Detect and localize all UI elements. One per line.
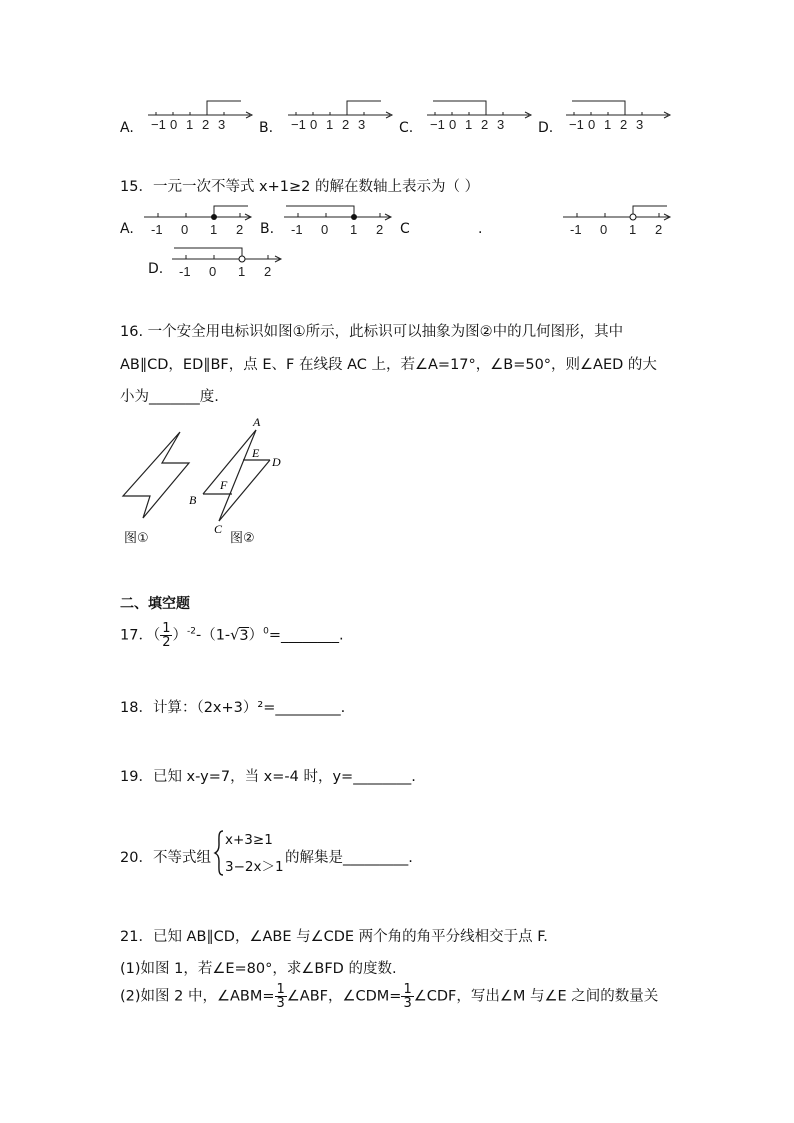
tick-label: 2 (202, 117, 210, 132)
fig1-lightning-shape (123, 432, 189, 518)
q17-expression (120, 622, 344, 649)
tick-label: -1 (151, 222, 163, 237)
tick-label: 0 (170, 117, 178, 132)
q20-suffix: 的解集是_________. (285, 850, 413, 866)
tick-label: −1 (151, 117, 166, 132)
frac-numerator: 1 (403, 982, 412, 997)
q15-option-c-dot: . (478, 221, 483, 237)
q21-line-3-a: (2)如图 2 中，∠ABM= (120, 988, 275, 1005)
tick-label: 0 (321, 222, 329, 237)
q17-radicand: 3 (239, 627, 249, 644)
q21-line-2: (1)如图 1，若∠E=80°，求∠BFD 的度数. (120, 961, 397, 977)
q17-exp-2: 0 (263, 626, 269, 637)
q21-fraction-2 (401, 983, 413, 1010)
tick-label: 3 (358, 117, 366, 132)
fig1-label: 图① (124, 531, 149, 546)
q14-option-d-letter: D. (538, 120, 554, 136)
q20-inequality-1: x+3≥1 (225, 832, 273, 848)
q19-text: 19．已知 x-y=7，当 x=-4 时，y=________. (120, 769, 416, 785)
tick-label: 0 (310, 117, 318, 132)
sqrt-icon: √ (230, 627, 240, 644)
q17-prefix: 17．（ (120, 627, 161, 644)
frac-numerator: 1 (276, 982, 285, 997)
q15-stem: 15．一元一次不等式 x+1≥2 的解在数轴上表示为（ ） (120, 179, 480, 195)
q14-option-c-letter: C. (399, 120, 414, 136)
tick-label: -1 (570, 222, 582, 237)
q14-option-b-letter: B. (259, 120, 274, 136)
q16-line-1: 16. 一个安全用电标识如图①所示，此标识可以抽象为图②中的几何图形，其中 (120, 324, 624, 340)
tick-label: 0 (209, 264, 217, 279)
tick-label: -1 (291, 222, 303, 237)
tick-label: 0 (181, 222, 189, 237)
fig2-label: 图② (230, 531, 255, 546)
q17-fraction (160, 622, 172, 649)
tick-label: 2 (620, 117, 628, 132)
tick-label: 3 (497, 117, 505, 132)
q21-line-3-c: ∠CDF，写出∠M 与∠E 之间的数量关 (413, 988, 659, 1005)
q16-line-3: 小为_______度. (120, 389, 219, 405)
section-title: 二、填空题 (120, 596, 190, 612)
frac-denominator: 3 (403, 996, 412, 1011)
tick-label: 1 (465, 117, 473, 132)
tick-label: 2 (655, 222, 663, 237)
point-label-a: A (253, 415, 261, 429)
q17-frac-numerator: 1 (162, 621, 171, 636)
q16-line-2: AB∥CD，ED∥BF，点 E、F 在线段 AC 上，若∠A=17°，∠B=50°，则∠AED 的大 (120, 357, 657, 373)
tick-label: 1 (238, 264, 246, 279)
tick-label: −1 (291, 117, 306, 132)
q20-prefix: 20．不等式组 (120, 850, 211, 866)
q17-close-2: ） (248, 627, 264, 644)
tick-label: 0 (588, 117, 596, 132)
q17-close-1: ） (172, 627, 187, 644)
q15-option-b-numberline (282, 202, 397, 240)
q15-option-c-numberline (561, 202, 676, 240)
tick-label: 2 (376, 222, 384, 237)
q15-option-a-numberline (142, 202, 257, 240)
point-label-f: F (220, 478, 228, 492)
q15-option-d-letter: D. (148, 261, 164, 277)
q21-line-1: 21．已知 AB∥CD，∠ABE 与∠CDE 两个角的角平分线相交于点 F. (120, 929, 548, 945)
q14-option-a-numberline (146, 95, 256, 135)
tick-label: −1 (569, 117, 584, 132)
q17-suffix: =________. (268, 627, 344, 644)
q15-option-c-letter: C (400, 221, 410, 237)
tick-label: 1 (629, 222, 637, 237)
fig2-geometry (203, 430, 270, 521)
q18-text: 18．计算：（2x+3）²=_________. (120, 700, 346, 716)
point-label-b: B (189, 493, 197, 507)
q14-option-b-numberline (286, 95, 396, 135)
tick-label: 0 (600, 222, 608, 237)
tick-label: 2 (342, 117, 350, 132)
frac-denominator: 3 (276, 996, 285, 1011)
q17-frac-denominator: 2 (162, 635, 171, 650)
tick-label: 1 (350, 222, 358, 237)
point-label-d: D (272, 455, 281, 469)
tick-label: 2 (481, 117, 489, 132)
q17-exp-1: -2 (186, 626, 196, 637)
tick-label: 2 (236, 222, 244, 237)
tick-label: 1 (210, 222, 218, 237)
q15-option-a-letter: A. (120, 221, 134, 237)
q21-fraction-1 (275, 983, 287, 1010)
q15-option-b-letter: B. (260, 221, 275, 237)
tick-label: 1 (186, 117, 194, 132)
q21-line-3-b: ∠ABF，∠CDM= (286, 988, 402, 1005)
tick-label: 3 (218, 117, 226, 132)
tick-label: 1 (604, 117, 612, 132)
tick-label: 1 (326, 117, 334, 132)
tick-label: 0 (449, 117, 457, 132)
q20-inequality-2: 3−2x＞1 (225, 859, 284, 875)
tick-label: −1 (430, 117, 445, 132)
q17-mid: -（1- (195, 627, 231, 644)
q14-option-a-letter: A. (120, 120, 134, 136)
point-label-c: C (214, 522, 223, 536)
tick-label: 3 (636, 117, 644, 132)
q21-line-3 (120, 983, 658, 1010)
q14-option-c-numberline (425, 95, 535, 135)
q14-option-d-numberline (564, 95, 674, 135)
tick-label: 2 (264, 264, 272, 279)
q15-option-d-numberline (170, 244, 288, 282)
point-label-e: E (252, 446, 260, 460)
tick-label: -1 (179, 264, 191, 279)
brace-icon (213, 829, 225, 877)
